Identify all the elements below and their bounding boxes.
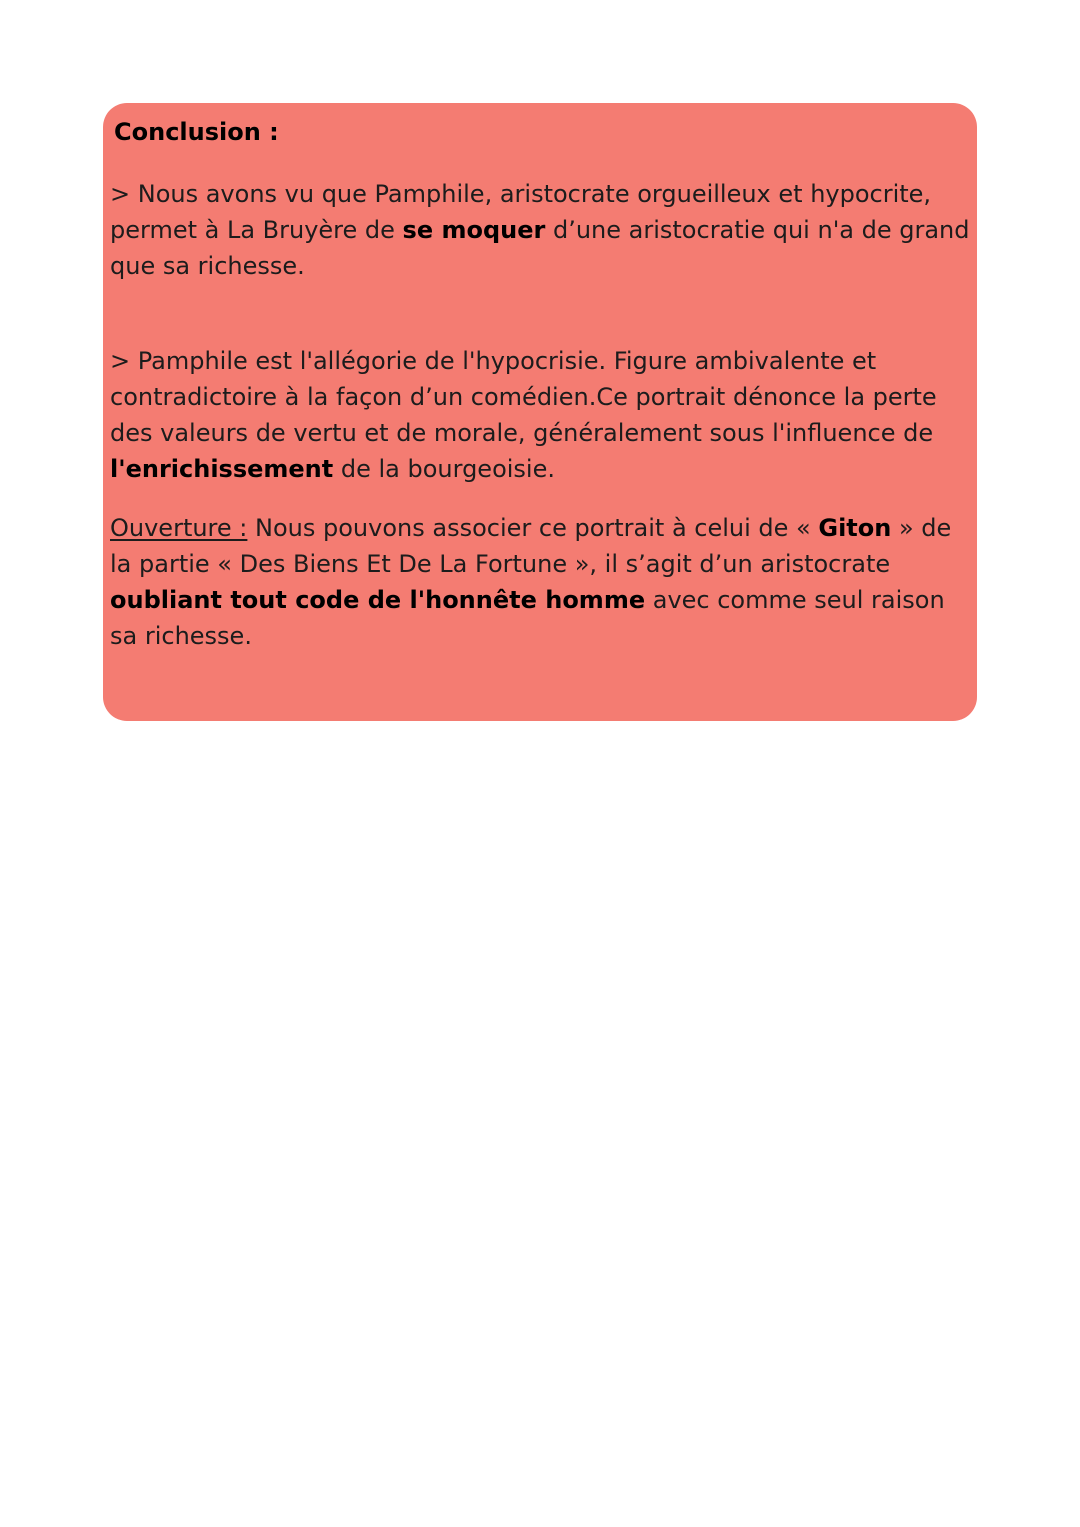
conclusion-paragraph-2 <box>110 343 970 487</box>
opening-text-1: Nous pouvons associer ce portrait à celui de « <box>247 514 819 542</box>
paragraph-2-bold: l'enrichissement <box>110 455 334 483</box>
paragraph-2-text-start: > Pamphile est l'allégorie de l'hypocrisie. Figure ambivalente et contradictoire à la façon d’un comédien.Ce portrait dénonce la perte des valeurs de vertu et de morale, généralement sous l'influence de <box>110 347 937 447</box>
paragraph-1-bold: se moquer <box>402 216 546 244</box>
opening-bold-giton: Giton <box>818 514 892 542</box>
opening-label: Ouverture : <box>110 514 248 542</box>
paragraph-1-text-start: > Nous avons vu que Pamphile, aristocrate orgueilleux et hypocrite, permet à La Bruyère de <box>110 180 932 244</box>
conclusion-paragraph-1 <box>110 176 970 284</box>
opening-paragraph <box>110 510 970 654</box>
opening-text-3: avec comme seul raison sa richesse. <box>110 586 945 650</box>
opening-text-2: » de la partie « Des Biens Et De La Fortune », il s’agit d’un aristocrate <box>110 514 952 578</box>
paragraph-1-text-end: d’une aristocratie qui n'a de grand que sa richesse. <box>110 216 970 280</box>
opening-bold-honnete-homme: oubliant tout code de l'honnête homme <box>110 586 646 614</box>
paragraph-2-text-end: de la bourgeoisie. <box>333 455 555 483</box>
conclusion-title: Conclusion : <box>114 118 279 146</box>
